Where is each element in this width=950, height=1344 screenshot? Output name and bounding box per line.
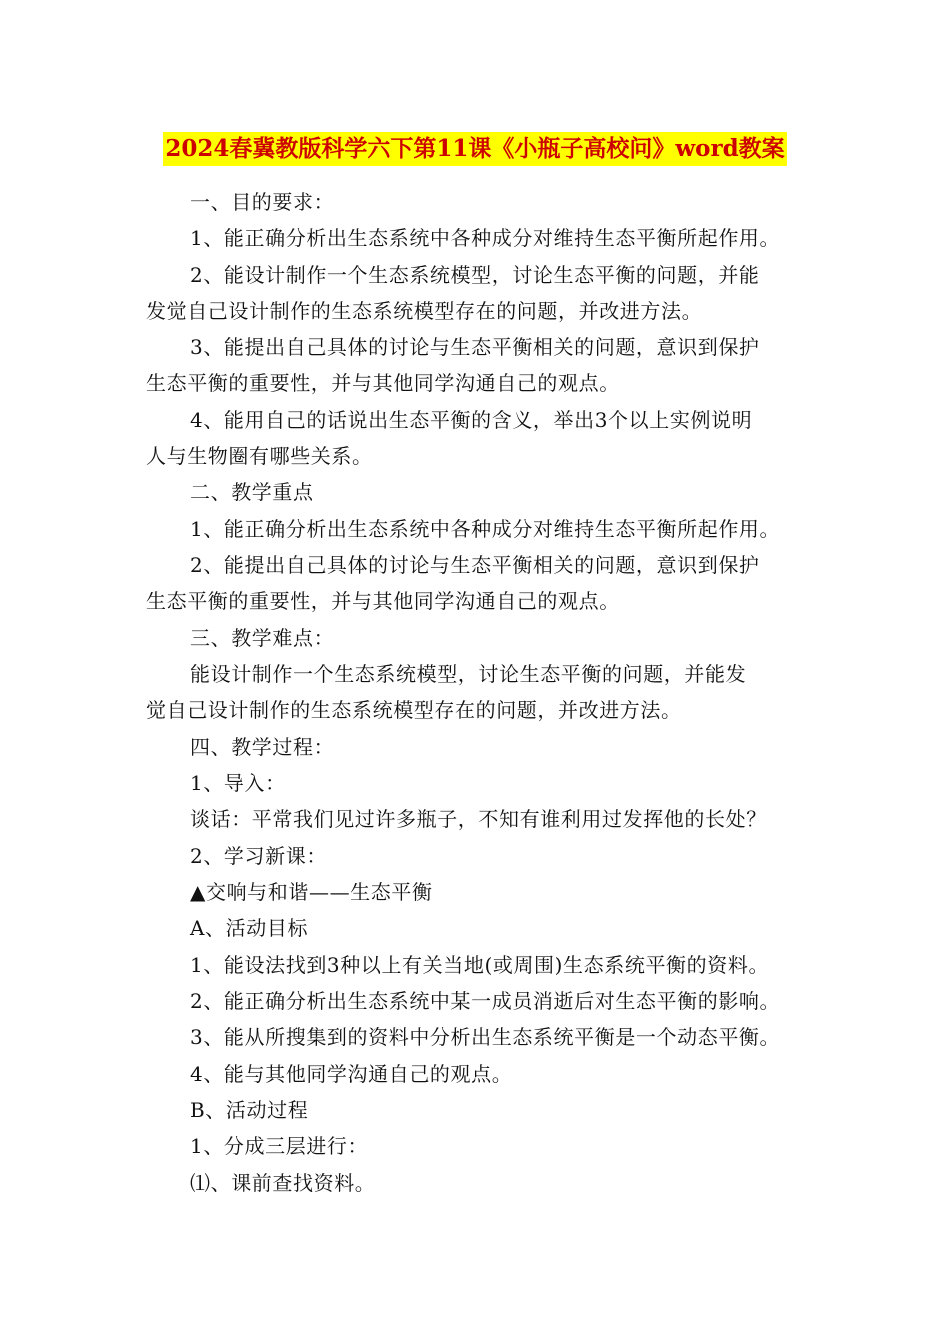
paragraph-line: 4、能用自己的话说出生态平衡的含义，举出3个以上实例说明 — [190, 408, 753, 432]
paragraph-line: 生态平衡的重要性，并与其他同学沟通自己的观点。 — [146, 589, 620, 613]
paragraph-line: 人与生物圈有哪些关系。 — [146, 444, 373, 468]
paragraph-line: 2、能提出自己具体的讨论与生态平衡相关的问题，意识到保护 — [190, 553, 760, 577]
paragraph-line: 4、能与其他同学沟通自己的观点。 — [190, 1062, 513, 1086]
heading-process: 四、教学过程： — [190, 735, 335, 759]
paragraph-line: 发觉自己设计制作的生态系统模型存在的问题，并改进方法。 — [146, 299, 703, 323]
paragraph-line: ▲交响与和谐——生态平衡 — [190, 880, 433, 904]
document-title: 2024春冀教版科学六下第11课《小瓶子高校问》word教案 — [163, 132, 786, 166]
paragraph-line: 1、导入： — [190, 771, 286, 795]
title-container — [0, 132, 950, 166]
paragraph-line: 3、能从所搜集到的资料中分析出生态系统平衡是一个动态平衡。 — [190, 1025, 781, 1049]
paragraph-line: 觉自己设计制作的生态系统模型存在的问题，并改进方法。 — [146, 698, 682, 722]
paragraph-line: 1、能设法找到3种以上有关当地(或周围)生态系统平衡的资料。 — [190, 953, 770, 977]
paragraph-line: 2、学习新课： — [190, 844, 327, 868]
paragraph-line: 1、分成三层进行： — [190, 1134, 369, 1158]
heading-difficulties: 三、教学难点： — [190, 626, 335, 650]
paragraph-line: B、活动过程 — [190, 1098, 309, 1122]
paragraph-line: 生态平衡的重要性，并与其他同学沟通自己的观点。 — [146, 371, 620, 395]
paragraph-line: ⑴、课前查找资料。 — [190, 1171, 376, 1195]
heading-objectives: 一、目的要求： — [190, 190, 335, 214]
paragraph-line: 1、能正确分析出生态系统中各种成分对维持生态平衡所起作用。 — [190, 517, 781, 541]
paragraph-line: 2、能正确分析出生态系统中某一成员消逝后对生态平衡的影响。 — [190, 989, 781, 1013]
heading-key-points: 二、教学重点 — [190, 480, 314, 504]
paragraph-line: 2、能设计制作一个生态系统模型，讨论生态平衡的问题，并能 — [190, 263, 760, 287]
paragraph-line: 3、能提出自己具体的讨论与生态平衡相关的问题，意识到保护 — [190, 335, 760, 359]
paragraph-line: 能设计制作一个生态系统模型，讨论生态平衡的问题，并能发 — [190, 662, 747, 686]
paragraph-line: A、活动目标 — [190, 916, 309, 940]
paragraph-line: 谈话：平常我们见过许多瓶子，不知有谁利用过发挥他的长处？ — [190, 807, 767, 831]
paragraph-line: 1、能正确分析出生态系统中各种成分对维持生态平衡所起作用。 — [190, 226, 781, 250]
